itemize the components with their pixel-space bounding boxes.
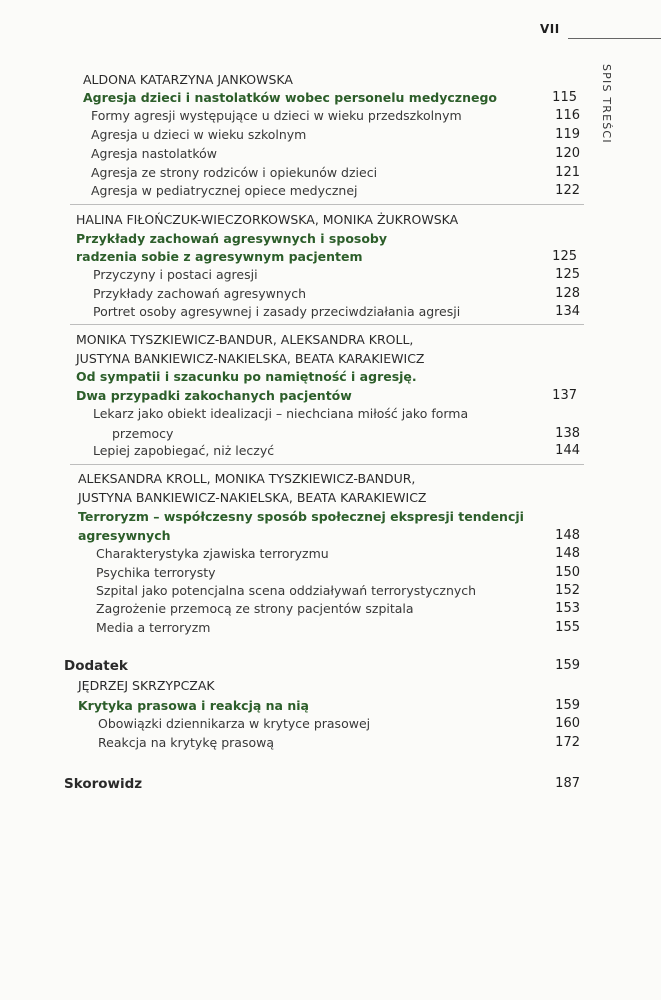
index-heading[interactable]: Skorowidz 187 bbox=[64, 776, 580, 792]
header-rule bbox=[568, 38, 661, 39]
toc-entry[interactable]: Agresja ze strony rodziców i opiekunów dzieci 121 bbox=[0, 163, 661, 183]
toc-entry[interactable]: Formy agresji występujące u dzieci w wieku przedszkolnym 116 bbox=[0, 106, 661, 126]
toc-entry-continued[interactable]: przemocy 138 bbox=[0, 424, 661, 444]
chapter-title-continued[interactable]: Dwa przypadki zakochanych pacjentów 137 bbox=[0, 386, 661, 406]
toc-entry[interactable]: Obowiązki dziennikarza w krytyce prasowej 160 bbox=[0, 714, 661, 734]
toc-entry[interactable]: Lekarz jako obiekt idealizacji – niechciana miłość jako forma bbox=[93, 406, 469, 421]
page-ref: 155 bbox=[555, 620, 580, 635]
chapter-title-continued[interactable]: agresywnych 148 bbox=[0, 526, 661, 546]
page-ref: 187 bbox=[555, 776, 580, 791]
page-ref: 122 bbox=[555, 183, 580, 198]
page-ref: 134 bbox=[555, 304, 580, 319]
page-ref: 159 bbox=[555, 658, 580, 673]
appendix-author: JĘDRZEJ SKRZYPCZAK bbox=[78, 678, 215, 693]
toc-entry[interactable]: Reakcja na krytykę prasową 172 bbox=[0, 733, 661, 753]
toc-entry[interactable]: Agresja nastolatków 120 bbox=[0, 144, 661, 164]
toc-entry[interactable]: Przykłady zachowań agresywnych 128 bbox=[0, 284, 661, 304]
page-ref: 153 bbox=[555, 601, 580, 616]
chapter-title[interactable]: Od sympatii i szacunku po namiętność i agresję. bbox=[76, 369, 417, 384]
chapter-title[interactable]: Przykłady zachowań agresywnych i sposoby bbox=[76, 231, 388, 246]
page-ref: 152 bbox=[555, 583, 580, 598]
toc-entry[interactable]: Agresja u dzieci w wieku szkolnym 119 bbox=[0, 125, 661, 145]
page-ref: 144 bbox=[555, 443, 580, 458]
page-ref: 137 bbox=[552, 388, 577, 403]
appendix-heading[interactable]: Dodatek 159 bbox=[64, 658, 580, 674]
page-ref: 159 bbox=[555, 698, 580, 713]
toc-entry[interactable]: Media a terroryzm 155 bbox=[0, 618, 661, 638]
page-ref: 150 bbox=[555, 565, 580, 580]
chapter-title[interactable]: Terroryzm – współczesny sposób społecznej ekspresji tendencji bbox=[78, 509, 524, 524]
page-ref: 148 bbox=[555, 528, 580, 543]
toc-entry[interactable]: Portret osoby agresywnej i zasady przeciwdziałania agresji 134 bbox=[0, 302, 661, 322]
toc-entry[interactable]: Przyczyny i postaci agresji 125 bbox=[0, 265, 661, 285]
section-authors: ALEKSANDRA KROLL, MONIKA TYSZKIEWICZ-BANDUR, bbox=[78, 471, 416, 486]
toc-entry[interactable]: Charakterystyka zjawiska terroryzmu 148 bbox=[0, 544, 661, 564]
section-authors: HALINA FIŁOŃCZUK-WIECZORKOWSKA, MONIKA ŻUKROWSKA bbox=[76, 212, 459, 227]
running-title: SPIS TREŚCI bbox=[600, 64, 613, 144]
appendix-chapter-title[interactable]: Krytyka prasowa i reakcją na nią 159 bbox=[0, 696, 661, 716]
toc-entry[interactable]: Psychika terrorysty 150 bbox=[0, 563, 661, 583]
chapter-title-continued[interactable]: radzenia sobie z agresywnym pacjentem 125 bbox=[0, 247, 661, 267]
page-number: VII bbox=[540, 22, 560, 36]
page-ref: 128 bbox=[555, 286, 580, 301]
page-ref: 115 bbox=[552, 90, 577, 105]
section-divider bbox=[70, 204, 584, 205]
page-ref: 125 bbox=[552, 249, 577, 264]
page-ref: 160 bbox=[555, 716, 580, 731]
chapter-title[interactable]: Agresja dzieci i nastolatków wobec personelu medycznego 115 bbox=[0, 88, 661, 108]
toc-entry[interactable]: Lepiej zapobiegać, niż leczyć 144 bbox=[0, 441, 661, 461]
section-authors: JUSTYNA BANKIEWICZ-NAKIELSKA, BEATA KARAKIEWICZ bbox=[78, 490, 427, 505]
page-ref: 116 bbox=[555, 108, 580, 123]
section-divider bbox=[70, 324, 584, 325]
section-authors: ALDONA KATARZYNA JANKOWSKA bbox=[83, 72, 293, 87]
page-ref: 125 bbox=[555, 267, 580, 282]
page-ref: 120 bbox=[555, 146, 580, 161]
section-authors: MONIKA TYSZKIEWICZ-BANDUR, ALEKSANDRA KROLL, bbox=[76, 332, 414, 347]
page-ref: 172 bbox=[555, 735, 580, 750]
page-ref: 121 bbox=[555, 165, 580, 180]
page-ref: 138 bbox=[555, 426, 580, 441]
section-divider bbox=[70, 464, 584, 465]
section-authors: JUSTYNA BANKIEWICZ-NAKIELSKA, BEATA KARAKIEWICZ bbox=[76, 351, 425, 366]
page-ref: 148 bbox=[555, 546, 580, 561]
toc-entry[interactable]: Szpital jako potencjalna scena oddziaływań terrorystycznych 152 bbox=[0, 581, 661, 601]
toc-entry[interactable]: Agresja w pediatrycznej opiece medycznej 122 bbox=[0, 181, 661, 201]
page-ref: 119 bbox=[555, 127, 580, 142]
toc-entry[interactable]: Zagrożenie przemocą ze strony pacjentów szpitala 153 bbox=[0, 599, 661, 619]
